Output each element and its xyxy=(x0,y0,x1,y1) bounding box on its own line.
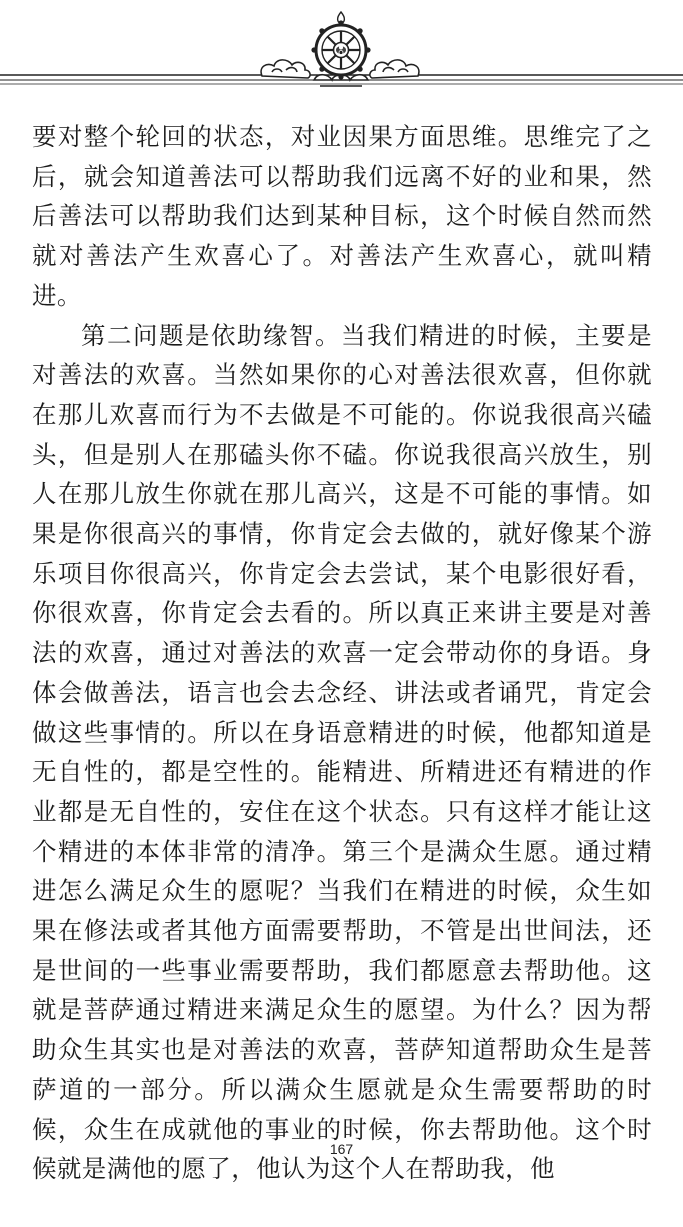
paragraph: 要对整个轮回的状态，对业因果方面思维。思维完了之后，就会知道善法可以帮助我们远离不好的业和果，然后善法可以帮助我们达到某种目标，这个时候自然而然就对善法产生欢喜心了。对善法产生欢喜心，就叫精进。 xyxy=(32,122,652,310)
body-text xyxy=(32,117,652,1189)
auspicious-cloud-icon xyxy=(370,60,419,78)
page-number: 167 xyxy=(329,1141,354,1157)
auspicious-cloud-icon xyxy=(261,60,310,78)
page-header xyxy=(0,0,683,100)
dharma-wheel-icon xyxy=(311,12,370,86)
paragraph: 第二问题是依助缘智。当我们精进的时候，主要是对善法的欢喜。当然如果你的心对善法很欢喜，但你就在那儿欢喜而行为不去做是不可能的。你说我很高兴磕头，但是别人在那磕头你不磕。你说我很高兴放生，别人在那儿放生你就在那儿高兴，这是不可能的事情。如果是你很高兴的事情，你肯定会去做的，就好像某个游乐项目你很高兴，你肯定会去尝试，某个电影很好看，你很欢喜，你肯定会去看的。所以真正来讲主要是对善法的欢喜，通过对善法的欢喜一定会带动你的身语。身体会做善法，语言也会去念经、讲法或者诵咒，肯定会做这些事情的。所以在身语意精进的时候，他都知道是无自性的，都是空性的。能精进、所精进还有精进的作业都是无自性的，安住在这个状态。只有这样才能让这个精进的本体非常的清净。第三个是满众生愿。通过精进怎么满足众生的愿呢？当我们在精进的时候，众生如果在修法或者其他方面需要帮助，不管是出世间法，还是世间的一些事业需要帮助，我们都愿意去帮助他。这就是菩萨通过精进来满足众生的愿望。为什么？因为帮助众生其实也是对善法的欢喜，菩萨知道帮助众生是菩萨道的一部分。所以满众生愿就是众生需要帮助的时候，众生在成就他的事业的时候，你去帮助他。这个时候就是满他的愿了，他认为这个人在帮助我，他 xyxy=(32,320,652,1184)
